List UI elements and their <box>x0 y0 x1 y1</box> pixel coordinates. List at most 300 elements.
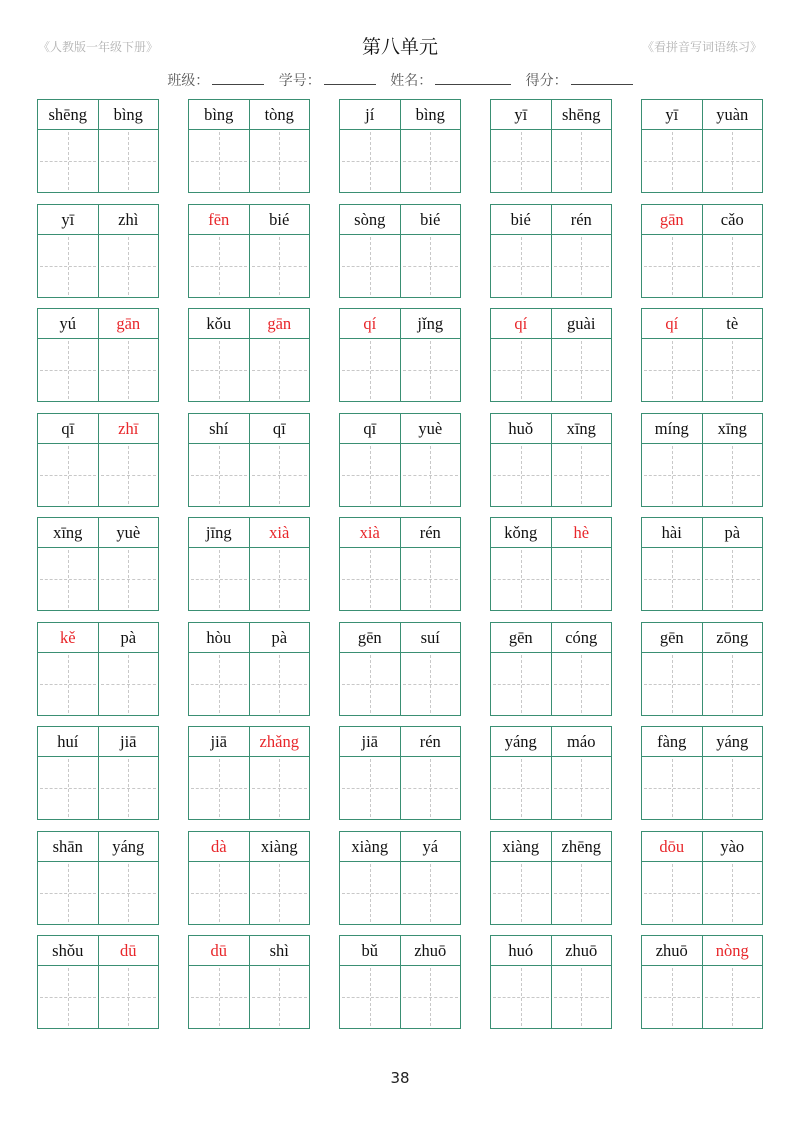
word-card <box>490 831 612 925</box>
character-writing-area <box>38 653 158 715</box>
character-writing-box[interactable] <box>702 339 763 401</box>
character-writing-area <box>38 130 158 192</box>
character-writing-box[interactable] <box>491 966 551 1028</box>
character-writing-box[interactable] <box>249 235 310 297</box>
horizontal-guide-line <box>644 370 700 371</box>
character-writing-box[interactable] <box>400 339 461 401</box>
character-writing-area <box>491 653 611 715</box>
word-card <box>339 517 461 611</box>
character-writing-box[interactable] <box>702 130 763 192</box>
pinyin-syllable <box>491 832 551 861</box>
word-card <box>37 204 159 298</box>
character-writing-area <box>189 862 309 924</box>
pinyin-syllable <box>249 832 310 861</box>
horizontal-guide-line <box>40 788 96 789</box>
character-writing-box[interactable] <box>340 339 400 401</box>
character-writing-box[interactable] <box>189 130 249 192</box>
character-writing-box[interactable] <box>98 130 159 192</box>
pinyin-syllable <box>98 518 159 547</box>
character-writing-area <box>189 235 309 297</box>
word-card <box>490 413 612 507</box>
character-writing-area <box>491 339 611 401</box>
pinyin-syllable <box>551 205 612 234</box>
horizontal-guide-line <box>342 161 398 162</box>
character-writing-box[interactable] <box>642 653 702 715</box>
pinyin-text: qí <box>665 314 679 333</box>
horizontal-guide-line <box>342 997 398 998</box>
textbook-edition-label: 《人教版一年级下册》 <box>38 40 159 54</box>
horizontal-guide-line <box>705 475 761 476</box>
pinyin-syllable <box>98 623 159 652</box>
pinyin-text: huí <box>57 732 79 751</box>
character-writing-box[interactable] <box>249 653 310 715</box>
character-writing-box[interactable] <box>400 653 461 715</box>
horizontal-guide-line <box>644 684 700 685</box>
character-writing-box[interactable] <box>551 653 612 715</box>
character-writing-box[interactable] <box>38 444 98 506</box>
pinyin-text: fàng <box>657 732 687 751</box>
pinyin-syllable <box>38 205 98 234</box>
name-label: 姓名： <box>390 73 433 89</box>
character-writing-box[interactable] <box>340 444 400 506</box>
character-writing-box[interactable] <box>249 339 310 401</box>
character-writing-box[interactable] <box>491 862 551 924</box>
pinyin-band <box>38 623 158 653</box>
character-writing-box[interactable] <box>400 130 461 192</box>
character-writing-area <box>340 444 460 506</box>
word-card <box>188 204 310 298</box>
character-writing-box[interactable] <box>400 757 461 819</box>
pinyin-text: bié <box>269 209 290 229</box>
horizontal-guide-line <box>554 161 610 162</box>
pinyin-syllable <box>491 623 551 652</box>
pinyin-text: tòng <box>264 105 294 124</box>
character-writing-box[interactable] <box>38 548 98 610</box>
horizontal-guide-line <box>644 893 700 894</box>
character-writing-box[interactable] <box>551 235 612 297</box>
word-card <box>641 622 763 716</box>
character-writing-box[interactable] <box>98 235 159 297</box>
pinyin-text: qī <box>61 418 75 438</box>
pinyin-band <box>642 727 762 757</box>
character-writing-area <box>491 235 611 297</box>
pinyin-text: zhēng <box>561 836 601 856</box>
character-writing-box[interactable] <box>702 444 763 506</box>
pinyin-syllable <box>400 309 461 338</box>
pinyin-syllable <box>340 623 400 652</box>
pinyin-text: shì <box>269 941 289 960</box>
character-writing-box[interactable] <box>400 966 461 1028</box>
name-blank-line[interactable] <box>435 72 511 85</box>
character-writing-box[interactable] <box>702 966 763 1028</box>
word-card <box>490 622 612 716</box>
pinyin-text: xīng <box>566 418 596 438</box>
character-writing-box[interactable] <box>551 757 612 819</box>
pinyin-text: yī <box>61 209 75 229</box>
horizontal-guide-line <box>342 579 398 580</box>
word-card <box>490 517 612 611</box>
student-number-label: 学号： <box>278 73 321 89</box>
character-writing-box[interactable] <box>98 653 159 715</box>
word-card <box>490 726 612 820</box>
horizontal-guide-line <box>493 684 549 685</box>
pinyin-band <box>491 936 611 966</box>
character-writing-box[interactable] <box>551 444 612 506</box>
character-writing-box[interactable] <box>98 339 159 401</box>
pinyin-band <box>642 100 762 130</box>
pinyin-band <box>38 936 158 966</box>
pinyin-band <box>38 832 158 862</box>
pinyin-syllable <box>98 205 159 234</box>
pinyin-syllable-highlighted <box>702 936 763 965</box>
pinyin-text: xīng <box>717 418 747 438</box>
character-writing-box[interactable] <box>642 339 702 401</box>
pinyin-syllable-highlighted <box>249 518 310 547</box>
character-writing-area <box>38 966 158 1028</box>
word-card <box>490 99 612 193</box>
pinyin-syllable <box>98 832 159 861</box>
pinyin-text: máo <box>567 732 596 751</box>
character-writing-box[interactable] <box>642 444 702 506</box>
pinyin-syllable <box>189 100 249 129</box>
horizontal-guide-line <box>252 475 308 476</box>
pinyin-band <box>642 205 762 235</box>
character-writing-box[interactable] <box>189 235 249 297</box>
character-writing-box[interactable] <box>642 757 702 819</box>
student-number-blank-line[interactable] <box>324 72 376 85</box>
pinyin-text: bìng <box>415 105 445 124</box>
character-writing-box[interactable] <box>249 130 310 192</box>
pinyin-band <box>38 518 158 548</box>
pinyin-text: shēng <box>562 105 601 124</box>
horizontal-guide-line <box>101 684 157 685</box>
word-card <box>339 413 461 507</box>
horizontal-guide-line <box>252 266 308 267</box>
horizontal-guide-line <box>554 997 610 998</box>
character-writing-area <box>642 862 762 924</box>
character-writing-area <box>340 966 460 1028</box>
word-card <box>188 413 310 507</box>
horizontal-guide-line <box>342 684 398 685</box>
character-writing-box[interactable] <box>551 130 612 192</box>
pinyin-text: zhǎng <box>259 732 299 751</box>
character-writing-box[interactable] <box>249 548 310 610</box>
pinyin-syllable <box>642 414 702 443</box>
pinyin-syllable <box>340 205 400 234</box>
horizontal-guide-line <box>554 266 610 267</box>
horizontal-guide-line <box>342 370 398 371</box>
horizontal-guide-line <box>342 266 398 267</box>
word-card <box>641 204 763 298</box>
character-writing-box[interactable] <box>491 757 551 819</box>
character-writing-box[interactable] <box>702 235 763 297</box>
horizontal-guide-line <box>403 475 459 476</box>
score-field <box>526 70 633 90</box>
horizontal-guide-line <box>644 579 700 580</box>
horizontal-guide-line <box>493 266 549 267</box>
character-writing-area <box>38 339 158 401</box>
character-writing-box[interactable] <box>98 862 159 924</box>
pinyin-text: qī <box>272 418 286 438</box>
pinyin-text: zhuō <box>414 941 447 960</box>
character-writing-area <box>491 757 611 819</box>
pinyin-syllable <box>400 414 461 443</box>
horizontal-guide-line <box>40 161 96 162</box>
word-card <box>37 308 159 402</box>
pinyin-syllable-highlighted <box>642 205 702 234</box>
horizontal-guide-line <box>40 684 96 685</box>
pinyin-text: yī <box>514 105 528 124</box>
pinyin-band <box>340 727 460 757</box>
page-number: 38 <box>390 1069 410 1087</box>
pinyin-syllable-highlighted <box>491 309 551 338</box>
character-writing-box[interactable] <box>38 339 98 401</box>
character-writing-box[interactable] <box>491 130 551 192</box>
pinyin-band <box>491 100 611 130</box>
pinyin-syllable-highlighted <box>551 518 612 547</box>
pinyin-syllable <box>491 936 551 965</box>
character-writing-box[interactable] <box>642 966 702 1028</box>
pinyin-band <box>38 309 158 339</box>
horizontal-guide-line <box>40 370 96 371</box>
character-writing-box[interactable] <box>702 757 763 819</box>
horizontal-guide-line <box>644 788 700 789</box>
character-writing-box[interactable] <box>551 339 612 401</box>
pinyin-band <box>491 205 611 235</box>
pinyin-syllable-highlighted <box>189 205 249 234</box>
horizontal-guide-line <box>554 579 610 580</box>
pinyin-syllable-highlighted <box>98 309 159 338</box>
pinyin-text: pà <box>724 523 741 542</box>
pinyin-band <box>340 936 460 966</box>
pinyin-text: cóng <box>565 627 598 647</box>
character-writing-box[interactable] <box>98 966 159 1028</box>
pinyin-text: yuè <box>116 523 141 542</box>
pinyin-band <box>340 100 460 130</box>
pinyin-syllable <box>551 727 612 756</box>
horizontal-guide-line <box>101 161 157 162</box>
horizontal-guide-line <box>191 893 247 894</box>
word-card <box>37 831 159 925</box>
character-writing-area <box>340 757 460 819</box>
horizontal-guide-line <box>101 370 157 371</box>
character-writing-box[interactable] <box>340 757 400 819</box>
pinyin-text: gēn <box>508 627 533 647</box>
character-writing-box[interactable] <box>642 862 702 924</box>
horizontal-guide-line <box>252 370 308 371</box>
horizontal-guide-line <box>554 475 610 476</box>
pinyin-syllable <box>551 100 612 129</box>
character-writing-area <box>38 757 158 819</box>
pinyin-syllable-highlighted <box>189 832 249 861</box>
pinyin-syllable <box>340 414 400 443</box>
character-writing-box[interactable] <box>340 966 400 1028</box>
character-writing-box[interactable] <box>98 548 159 610</box>
character-writing-area <box>642 966 762 1028</box>
character-writing-box[interactable] <box>642 235 702 297</box>
pinyin-text: yáng <box>504 732 537 751</box>
horizontal-guide-line <box>40 475 96 476</box>
pinyin-syllable-highlighted <box>189 936 249 965</box>
horizontal-guide-line <box>40 997 96 998</box>
character-writing-box[interactable] <box>189 862 249 924</box>
pinyin-syllable <box>491 518 551 547</box>
pinyin-text: gān <box>659 209 684 229</box>
character-writing-box[interactable] <box>38 862 98 924</box>
pinyin-syllable <box>491 205 551 234</box>
pinyin-text: hài <box>661 523 682 542</box>
pinyin-text: xiàng <box>502 836 540 856</box>
pinyin-text: zōng <box>716 627 749 647</box>
character-writing-box[interactable] <box>400 235 461 297</box>
character-writing-box[interactable] <box>551 966 612 1028</box>
pinyin-syllable <box>249 623 310 652</box>
student-number-field <box>279 70 376 90</box>
character-writing-area <box>642 130 762 192</box>
pinyin-band <box>189 832 309 862</box>
pinyin-band <box>340 832 460 862</box>
pinyin-syllable <box>400 727 461 756</box>
pinyin-syllable-highlighted <box>340 518 400 547</box>
character-writing-box[interactable] <box>98 444 159 506</box>
pinyin-syllable <box>642 518 702 547</box>
pinyin-band <box>491 727 611 757</box>
word-card <box>641 99 763 193</box>
pinyin-band <box>642 518 762 548</box>
character-writing-box[interactable] <box>551 862 612 924</box>
word-card <box>188 726 310 820</box>
horizontal-guide-line <box>252 684 308 685</box>
word-card <box>37 413 159 507</box>
character-writing-box[interactable] <box>702 862 763 924</box>
character-writing-box[interactable] <box>38 966 98 1028</box>
character-writing-box[interactable] <box>400 548 461 610</box>
character-writing-box[interactable] <box>491 548 551 610</box>
pinyin-text: xià <box>269 523 290 542</box>
word-card <box>339 831 461 925</box>
pinyin-text: zhī <box>118 418 139 438</box>
character-writing-box[interactable] <box>189 757 249 819</box>
character-writing-box[interactable] <box>551 548 612 610</box>
horizontal-guide-line <box>40 579 96 580</box>
word-card <box>188 99 310 193</box>
character-writing-box[interactable] <box>249 862 310 924</box>
character-writing-box[interactable] <box>38 130 98 192</box>
pinyin-syllable-highlighted <box>98 414 159 443</box>
character-writing-box[interactable] <box>249 966 310 1028</box>
pinyin-text: gān <box>267 314 292 333</box>
character-writing-box[interactable] <box>38 235 98 297</box>
character-writing-box[interactable] <box>189 548 249 610</box>
class-blank-line[interactable] <box>212 72 264 85</box>
character-writing-box[interactable] <box>189 444 249 506</box>
pinyin-band <box>340 309 460 339</box>
character-writing-box[interactable] <box>340 653 400 715</box>
character-writing-box[interactable] <box>491 235 551 297</box>
character-writing-box[interactable] <box>642 548 702 610</box>
horizontal-guide-line <box>191 370 247 371</box>
character-writing-box[interactable] <box>400 862 461 924</box>
character-writing-box[interactable] <box>249 757 310 819</box>
character-writing-area <box>189 444 309 506</box>
character-writing-box[interactable] <box>249 444 310 506</box>
pinyin-text: sòng <box>354 209 386 229</box>
character-writing-box[interactable] <box>491 339 551 401</box>
character-writing-area <box>642 235 762 297</box>
pinyin-text: yī <box>665 105 679 124</box>
horizontal-guide-line <box>705 266 761 267</box>
pinyin-band <box>38 100 158 130</box>
page-title: 第八单元 <box>361 36 438 58</box>
score-blank-line[interactable] <box>571 72 633 85</box>
pinyin-text: bié <box>510 209 531 229</box>
pinyin-syllable <box>702 205 763 234</box>
pinyin-syllable <box>642 936 702 965</box>
student-info-row <box>0 70 800 90</box>
pinyin-syllable-highlighted <box>340 309 400 338</box>
pinyin-text: jiā <box>361 732 378 751</box>
pinyin-band <box>189 414 309 444</box>
character-writing-box[interactable] <box>38 757 98 819</box>
character-writing-box[interactable] <box>340 548 400 610</box>
pinyin-text: jí <box>365 105 375 124</box>
character-writing-box[interactable] <box>491 653 551 715</box>
pinyin-syllable <box>400 832 461 861</box>
horizontal-guide-line <box>342 788 398 789</box>
pinyin-syllable <box>702 100 763 129</box>
character-writing-box[interactable] <box>702 653 763 715</box>
horizontal-guide-line <box>191 579 247 580</box>
pinyin-text: gēn <box>659 627 684 647</box>
character-writing-box[interactable] <box>340 130 400 192</box>
character-writing-box[interactable] <box>189 653 249 715</box>
pinyin-syllable <box>491 727 551 756</box>
character-writing-box[interactable] <box>340 235 400 297</box>
character-writing-area <box>642 548 762 610</box>
horizontal-guide-line <box>101 893 157 894</box>
pinyin-syllable <box>249 414 310 443</box>
character-writing-area <box>189 130 309 192</box>
character-writing-box[interactable] <box>38 653 98 715</box>
character-writing-box[interactable] <box>400 444 461 506</box>
character-writing-area <box>491 130 611 192</box>
pinyin-band <box>38 727 158 757</box>
pinyin-text: gān <box>116 314 141 333</box>
horizontal-guide-line <box>493 788 549 789</box>
character-writing-area <box>340 235 460 297</box>
pinyin-text: hè <box>573 523 590 542</box>
horizontal-guide-line <box>191 266 247 267</box>
pinyin-text: pà <box>120 627 137 647</box>
pinyin-text: dōu <box>659 836 685 856</box>
character-writing-box[interactable] <box>702 548 763 610</box>
word-card <box>188 831 310 925</box>
pinyin-text: zhì <box>118 209 139 229</box>
character-writing-area <box>491 444 611 506</box>
pinyin-syllable <box>551 832 612 861</box>
character-writing-box[interactable] <box>189 966 249 1028</box>
pinyin-text: xià <box>359 523 380 542</box>
character-writing-box[interactable] <box>189 339 249 401</box>
character-writing-box[interactable] <box>98 757 159 819</box>
pinyin-text: rén <box>570 209 592 229</box>
character-writing-box[interactable] <box>340 862 400 924</box>
pinyin-syllable <box>340 100 400 129</box>
pinyin-syllable <box>400 936 461 965</box>
character-writing-area <box>340 862 460 924</box>
character-writing-box[interactable] <box>491 444 551 506</box>
character-writing-box[interactable] <box>642 130 702 192</box>
